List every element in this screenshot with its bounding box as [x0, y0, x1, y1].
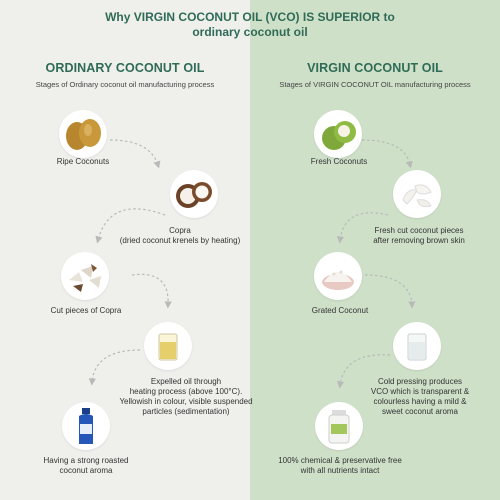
fresh-coconuts-icon: [314, 110, 362, 158]
caption-line: Having a strong roasted: [43, 456, 129, 465]
caption-line: colourless having a mild &: [373, 397, 467, 406]
ordinary-oil-subheading: Stages of Ordinary coconut oil manufacturing process: [35, 80, 215, 89]
ripe-coconuts-icon: [59, 110, 107, 158]
caption-line: Fresh Coconuts: [310, 157, 368, 166]
oil-bottle-icon: [62, 402, 110, 450]
grated-coconut-icon: [314, 252, 362, 300]
coconut-pieces-caption: [344, 226, 494, 246]
caption-line: VCO which is transparent &: [370, 387, 470, 396]
fresh-coconuts-caption: [284, 157, 394, 167]
expelled-oil-caption: [112, 377, 260, 417]
caption-line: heating process (above 100°C).: [129, 387, 243, 396]
coconut-pieces-icon: [393, 170, 441, 218]
virgin-oil-column: [250, 0, 500, 500]
caption-line: Fresh cut coconut pieces: [374, 226, 464, 235]
caption-line: particles (sedimentation): [142, 407, 230, 416]
caption-line: Cut pieces of Copra: [50, 306, 122, 315]
caption-line: after removing brown skin: [373, 236, 465, 245]
ordinary-oil-heading: ORDINARY COCONUT OIL: [45, 61, 205, 75]
virgin-oil-heading: VIRGIN COCONUT OIL: [307, 61, 443, 75]
ripe-coconuts-caption: [30, 157, 136, 167]
chemical-free-caption: [266, 456, 414, 476]
caption-line: Yellowish in colour, visible suspended: [119, 397, 253, 406]
oil-jar-icon: [144, 322, 192, 370]
cut-copra-icon: [61, 252, 109, 300]
caption-line: coconut aroma: [59, 466, 113, 475]
caption-line: (dried coconut krenels by heating): [119, 236, 241, 245]
grated-coconut-caption: [284, 306, 396, 316]
title-line-2: ordinary coconut oil: [192, 25, 308, 39]
caption-line: with all nutrients intact: [300, 466, 380, 475]
clear-oil-jar-icon: [393, 322, 441, 370]
caption-line: Copra: [169, 226, 191, 235]
page-title: [0, 10, 500, 40]
copra-caption: [110, 226, 250, 246]
caption-line: Expelled oil through: [150, 377, 222, 386]
vco-jar-icon: [315, 402, 363, 450]
title-line-1: Why VIRGIN COCONUT OIL (VCO) IS SUPERIOR to: [105, 10, 395, 24]
caption-line: 100% chemical & preservative free: [278, 456, 402, 465]
cold-pressing-caption: [350, 377, 490, 417]
caption-line: sweet coconut aroma: [381, 407, 459, 416]
caption-line: Ripe Coconuts: [56, 157, 110, 166]
caption-line: Cold pressing produces: [377, 377, 463, 386]
virgin-oil-subheading: Stages of VIRGIN COCONUT OIL manufacturing process: [279, 80, 471, 89]
roasted-aroma-caption: [24, 456, 148, 476]
copra-icon: [170, 170, 218, 218]
cut-copra-caption: [30, 306, 142, 316]
caption-line: Grated Coconut: [311, 306, 369, 315]
